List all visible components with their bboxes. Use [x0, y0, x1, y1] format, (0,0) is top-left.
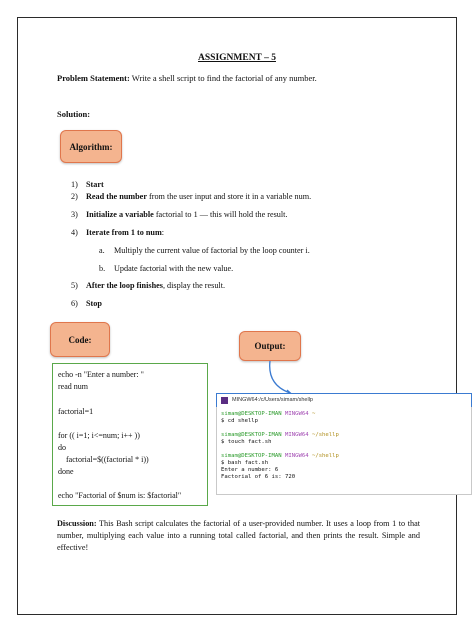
terminal-body — [216, 407, 472, 495]
mingw-icon — [221, 397, 228, 404]
step-item: 6) Stop — [71, 299, 102, 308]
step-item: 1) Start — [71, 180, 104, 189]
connector-arrow — [262, 360, 296, 396]
problem-statement — [57, 73, 427, 83]
problem-text: Write a shell script to find the factorial of any number. — [131, 73, 317, 83]
code-line: echo "Factorial of $num is: $factorial" — [58, 491, 182, 500]
discussion-paragraph — [57, 518, 420, 554]
code-line: factorial=$((factorial * i)) — [58, 455, 149, 464]
substep-item: a. Multiply the current value of factorial by the loop counter i. — [99, 246, 310, 255]
terminal-command: $ touch fact.sh — [221, 439, 272, 445]
step-item: 4) Iterate from 1 to num: — [71, 228, 165, 237]
terminal-command: $ cd shellp — [221, 418, 259, 424]
terminal-titlebar — [216, 393, 472, 407]
code-line: echo -n "Enter a number: " — [58, 370, 144, 379]
code-line: for (( i=1; i<=num; i++ )) — [58, 431, 140, 440]
step-item: 3) Initialize a variable factorial to 1 — this will hold the result. — [71, 210, 288, 219]
page-title: ASSIGNMENT – 5 — [198, 53, 276, 63]
code-line: read num — [58, 382, 88, 391]
terminal-title: MINGW64:/c/Users/simam/shellp — [232, 397, 313, 403]
problem-label: Problem Statement: — [57, 73, 130, 83]
terminal-prompt: simam@DESKTOP-IMAN MINGW64 ~/shellp — [221, 432, 339, 438]
discussion-label: Discussion: — [57, 519, 97, 528]
terminal-output: Enter a number: 6 — [221, 467, 279, 473]
code-block — [52, 363, 208, 506]
algorithm-callout: Algorithm: — [60, 130, 122, 163]
code-line: do — [58, 443, 66, 452]
code-line: factorial=1 — [58, 407, 94, 416]
terminal-screenshot — [216, 393, 472, 495]
code-callout: Code: — [50, 322, 110, 357]
terminal-prompt: simam@DESKTOP-IMAN MINGW64 ~/shellp — [221, 453, 339, 459]
discussion-text: This Bash script calculates the factorial of a user-provided number. It uses a loop from 1 to that number, multiplying each value into a running total called factorial, and then prints the result. Simple and effective! — [57, 519, 421, 552]
code-line: done — [58, 467, 74, 476]
terminal-output: Factorial of 6 is: 720 — [221, 474, 296, 480]
terminal-prompt: simam@DESKTOP-IMAN MINGW64 ~ — [221, 411, 316, 417]
output-callout: Output: — [239, 331, 301, 361]
step-item: 2) Read the number from the user input and store it in a variable num. — [71, 192, 312, 201]
substep-item: b. Update factorial with the new value. — [99, 264, 234, 273]
step-item: 5) After the loop finishes, display the result. — [71, 281, 226, 290]
terminal-command: $ bash fact.sh — [221, 460, 269, 466]
solution-heading: Solution: — [57, 109, 91, 119]
